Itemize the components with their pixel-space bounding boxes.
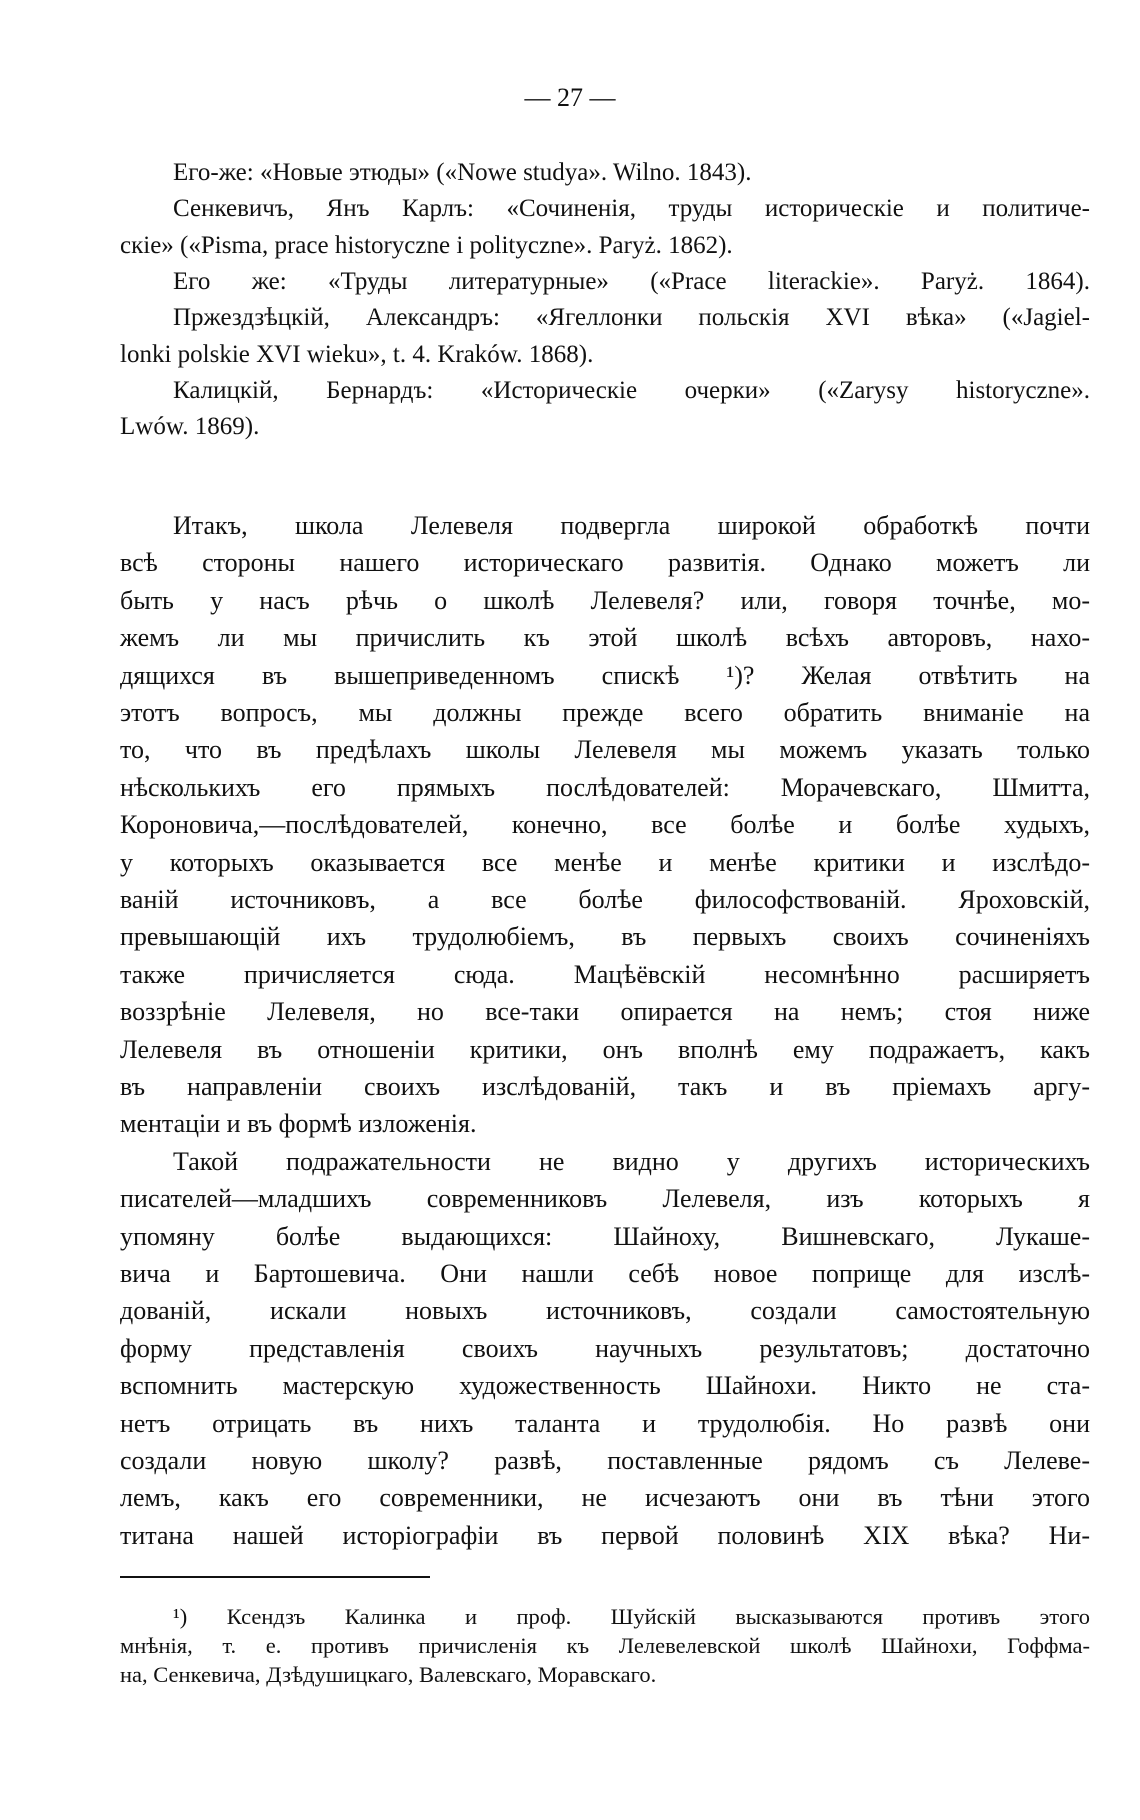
bibliography-entry-line: Его же: «Труды литературные» («Prace literackie». Paryż. 1864).: [173, 267, 1090, 295]
body-text-line: всѣ стороны нашего историческаго развитія. Однако можетъ ли: [120, 548, 1090, 578]
bibliography-entry-line: Пржездзѣцкій, Александръ: «Ягеллонки польскія XVI вѣка» («Jagiel-: [173, 304, 1090, 332]
body-text-line: упомяну болѣе выдающихся: Шайноху, Вишневскаго, Лукаше-: [120, 1221, 1090, 1251]
body-text-line: нѣсколькихъ его прямыхъ послѣдователей: Морачевскаго, Шмитта,: [120, 772, 1090, 802]
bibliography-entry-line: скіе» («Pisma, prace historyczne i polityczne». Paryż. 1862).: [120, 231, 733, 259]
bibliography-entry-line: Калицкій, Бернардъ: «Историческіе очерки» («Zarysy historyczne».: [173, 376, 1090, 404]
body-text-line: въ направленіи своихъ изслѣдованій, такъ и въ пріемахъ аргу-: [120, 1072, 1090, 1101]
body-text-line: создали новую школу? развѣ, поставленные рядомъ съ Лелеве-: [120, 1446, 1090, 1475]
body-text-line: ваній источниковъ, а все болѣе философствованій. Яроховскій,: [120, 885, 1090, 914]
body-text-line: быть у насъ рѣчь о школѣ Лелевеля? или, говоря точнѣе, мо-: [120, 585, 1090, 615]
body-text-line: также причисляется сюда. Мацѣёвскій несомнѣнно расширяетъ: [120, 959, 1090, 989]
bibliography-entry-line: lonki polskie XVI wieku», t. 4. Kraków. 1868).: [120, 340, 594, 368]
body-text-line: воззрѣніе Лелевеля, но все-таки опирается на немъ; стоя ниже: [120, 997, 1090, 1027]
body-text-line: лемъ, какъ его современники, не исчезаютъ они въ тѣни этого: [120, 1483, 1090, 1513]
body-text-line: Короновича,—послѣдователей, конечно, все болѣе и болѣе худыхъ,: [120, 810, 1090, 840]
body-text-line: нетъ отрицать въ нихъ таланта и трудолюбія. Но развѣ они: [120, 1408, 1090, 1438]
footnote-separator: [120, 1576, 430, 1578]
footnote-line: ¹) Ксендзъ Калинка и проф. Шуйскій высказываются противъ этого: [173, 1604, 1090, 1629]
body-text-line: Итакъ, школа Лелевеля подвергла широкой обработкѣ почти: [173, 511, 1090, 540]
body-text-line: титана нашей исторіографіи въ первой половинѣ XIX вѣка? Ни-: [120, 1520, 1090, 1550]
body-text-line: превышающій ихъ трудолюбіемъ, въ первыхъ своихъ сочиненіяхъ: [120, 922, 1090, 952]
bibliography-entry-line: Сенкевичъ, Янъ Карлъ: «Сочиненія, труды историческіе и политиче-: [173, 195, 1090, 223]
body-text-line: Такой подражательности не видно у другихъ историческихъ: [173, 1146, 1090, 1176]
page-number: — 27 —: [524, 83, 616, 112]
body-text-line: ментаціи и въ формѣ изложенія.: [120, 1109, 477, 1139]
bibliography-entry-line: Lwów. 1869).: [120, 413, 260, 441]
body-text-line: то, что въ предѣлахъ школы Лелевеля мы можемъ указать только: [120, 735, 1090, 765]
footnote-line: мнѣнія, т. е. противъ причисленія къ Лелевелевской школѣ Шайнохи, Гоффма-: [120, 1633, 1090, 1658]
footnote-line: на, Сенкевича, Дзѣдушицкаго, Валевскаго, Моравскаго.: [120, 1662, 657, 1687]
body-text-line: жемъ ли мы причислить къ этой школѣ всѣхъ авторовъ, нахо-: [120, 623, 1090, 653]
body-text-line: этотъ вопросъ, мы должны прежде всего обратить вниманіе на: [120, 698, 1090, 727]
bibliography-entry-line: Его-же: «Новые этюды» («Nowe studya». Wilno. 1843).: [173, 159, 752, 186]
body-text-line: вспомнить мастерскую художественность Шайнохи. Никто не ста-: [120, 1371, 1090, 1401]
body-text-line: Лелевеля въ отношеніи критики, онъ вполнѣ ему подражаетъ, какъ: [120, 1034, 1090, 1064]
body-text-line: дящихся въ вышеприведенномъ спискѣ ¹)? Желая отвѣтить на: [120, 660, 1090, 690]
body-text-line: дованій, искали новыхъ источниковъ, создали самостоятельную: [120, 1296, 1090, 1326]
body-text-line: форму представленія своихъ научныхъ результатовъ; достаточно: [120, 1333, 1090, 1363]
body-text-line: писателей—младшихъ современниковъ Лелевеля, изъ которыхъ я: [120, 1184, 1090, 1214]
body-text-line: у которыхъ оказывается все менѣе и менѣе критики и изслѣдо-: [120, 847, 1090, 877]
body-text-line: вича и Бартошевича. Они нашли себѣ новое поприще для изслѣ-: [120, 1259, 1090, 1288]
